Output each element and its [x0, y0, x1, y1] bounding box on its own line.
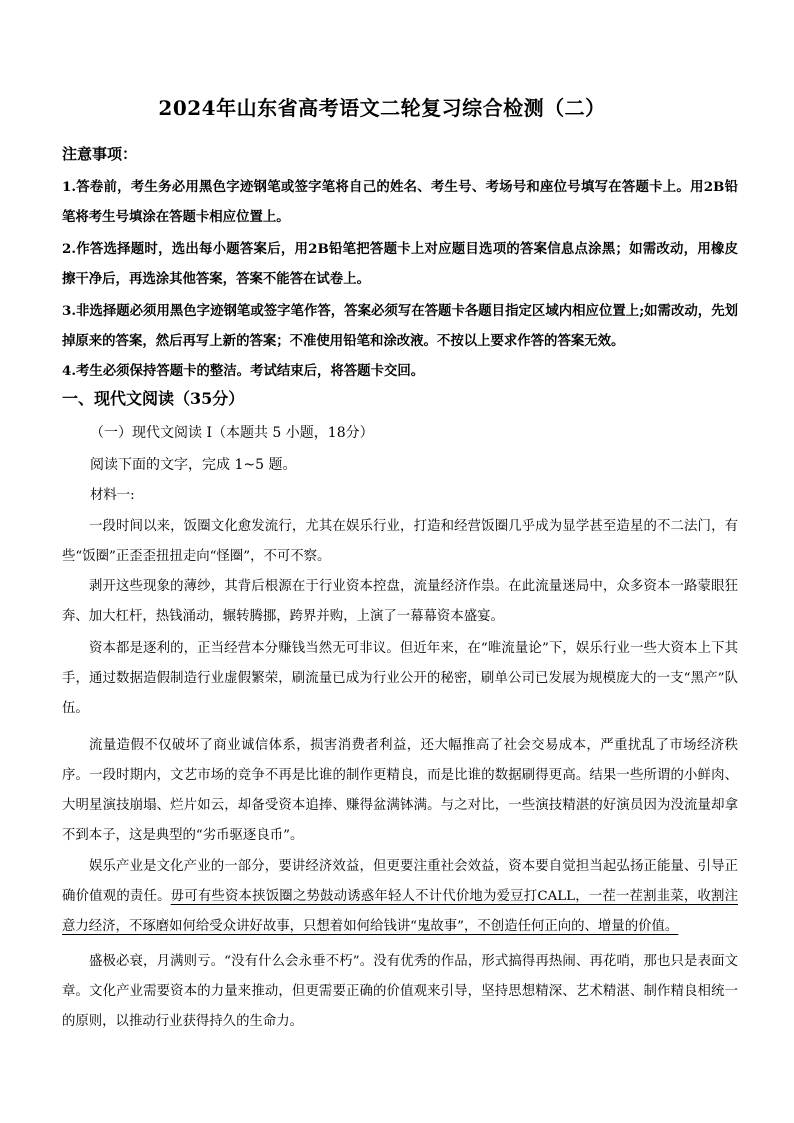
- notice-item-2: 2.作答选择题时，选出每小题答案后，用2B铅笔把答题卡上对应题目选项的答案信息点涂黑；如需改动，用橡皮擦干净后，再选涂其他答案，答案不能答在试卷上。: [62, 241, 738, 287]
- paragraph-6: 盛极必衰，月满则亏。“没有什么会永垂不朽”。没有优秀的作品，形式搞得再热闹、再花哨，那也只是表面文章。文化产业需要资本的力量来推动，但更需要正确的价值观来引导，坚持思想精深、艺术精湛、制作精良相统一的原则，以推动行业获得持久的生命力。: [62, 954, 738, 1029]
- reading-instruction: 阅读下面的文字，完成 1~5 题。: [90, 457, 297, 473]
- notice-item-1: 1.答卷前，考生务必用黑色字迹钢笔或签字笔将自己的姓名、考生号、考场号和座位号填写在答题卡上。用2B铅笔将考生号填涂在答题卡相应位置上。: [62, 179, 738, 225]
- notice-item-3: 3.非选择题必须用黑色字迹钢笔或签字笔作答，答案必须写在答题卡各题目指定区域内相应位置上;如需改动，先划掉原来的答案，然后再写上新的答案；不准使用铅笔和涂改液。不按以上要求作答的答案无效。: [62, 303, 738, 349]
- material-label: 材料一:: [90, 488, 135, 503]
- notice-heading: 注意事项：: [62, 145, 138, 163]
- sub-section-heading: （一）现代文阅读 I（本题共 5 小题，18分）: [90, 425, 374, 441]
- section-heading: 一、现代文阅读（35分）: [62, 389, 245, 408]
- exam-title: 2024年山东省高考语文二轮复习综合检测（二）: [158, 96, 606, 120]
- paragraph-1: 一段时间以来，饭圈文化愈发流行，尤其在娱乐行业，打造和经营饭圈几乎成为显学甚至造星的不二法门，有些“饭圈”正歪歪扭扭走向“怪圈”，不可不察。: [62, 519, 738, 564]
- paragraph-5-underlined-text: 毋可有些资本挟饭圈之势鼓动诱惑年轻人不计代价地为爱豆打CALL，一茬一茬割韭菜，收割注意力经济，不琢磨如何给受众讲好故事，只想着如何给钱讲“鬼故事”，不创造任何正向的、增量的价值。: [62, 889, 739, 934]
- paragraph-3: 资本都是逐利的，正当经营本分赚钱当然无可非议。但近年来，在“唯流量论”下，娱乐行业一些大资本上下其手，通过数据造假制造行业虚假繁荣，刷流量已成为行业公开的秘密，刷单公司已发展为规模庞大的一支“黑产”队伍。: [62, 641, 738, 716]
- notice-item-4: 4.考生必须保持答题卡的整洁。考试结束后，将答题卡交回。: [62, 363, 425, 379]
- paragraph-4: 流量造假不仅破坏了商业诚信体系，损害消费者利益，还大幅推高了社会交易成本，严重扰乱了市场经济秩序。一段时期内，文艺市场的竞争不再是比谁的制作更精良，而是比谁的数据刷得更高。结果一些所谓的小鲜肉、大明星演技崩塌、烂片如云，却备受资本追捧、赚得盆满钵满。与之对比，一些演技精湛的好演员因为没流量却拿不到本子，这是典型的“劣币驱逐良币”。: [62, 738, 738, 843]
- paragraph-5-text: 娱乐产业是文化产业的一部分，要讲经济效益，但更要注重社会效益，资本要自觉担当起弘扬正能量、引导正确价值观的责任。: [62, 859, 738, 904]
- paragraph-2: 剥开这些现象的薄纱，其背后根源在于行业资本控盘，流量经济作祟。在此流量迷局中，众多资本一路蒙眼狂奔、加大杠杆，热钱涌动，辗转腾挪，跨界并购，上演了一幕幕资本盛宴。: [62, 579, 738, 624]
- paragraph-5: [62, 852, 738, 942]
